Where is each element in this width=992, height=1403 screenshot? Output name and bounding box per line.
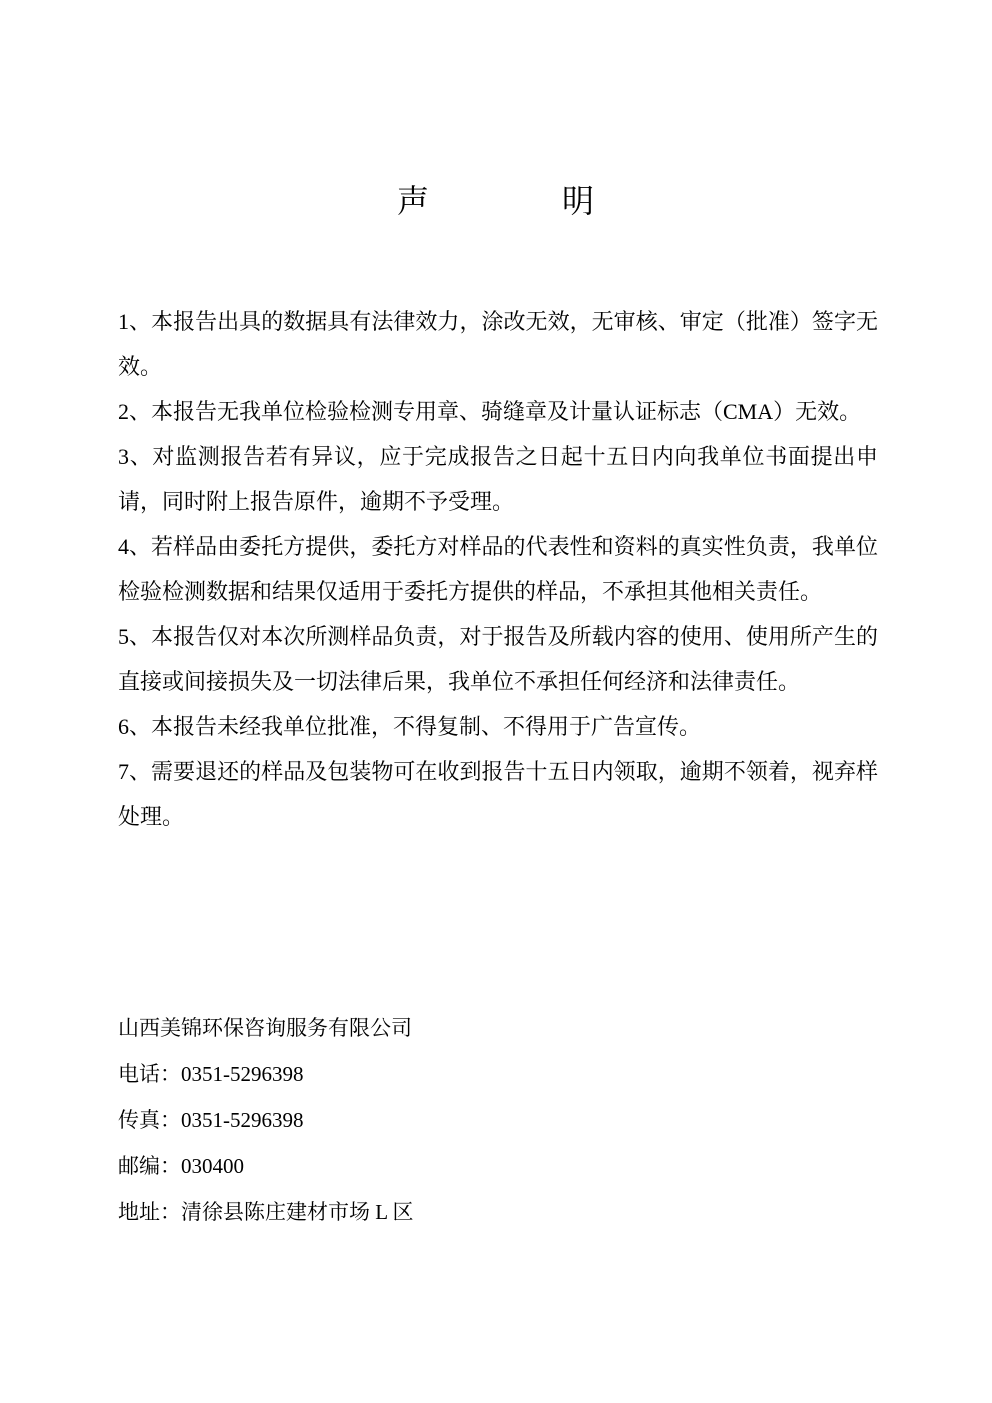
statement-item-5: 5、本报告仅对本次所测样品负责，对于报告及所载内容的使用、使用所产生的直接或间接损失及一切法律后果，我单位不承担任何经济和法律责任。 (118, 624, 878, 694)
fax-line (118, 1097, 878, 1143)
address-label: 地址： (118, 1200, 181, 1224)
statement-item-4: 4、若样品由委托方提供，委托方对样品的代表性和资料的真实性负责，我单位检验检测数据和结果仅适用于委托方提供的样品，不承担其他相关责任。 (118, 534, 878, 604)
statement-item-1: 1、本报告出具的数据具有法律效力，涂改无效，无审核、审定（批准）签字无效。 (118, 309, 878, 379)
statements-list (118, 299, 878, 839)
statement-item-2: 2、本报告无我单位检验检测专用章、骑缝章及计量认证标志（CMA）无效。 (118, 399, 862, 424)
address-line (118, 1189, 878, 1235)
statement-item-7: 7、需要退还的样品及包装物可在收到报告十五日内领取，逾期不领着，视弃样处理。 (118, 759, 878, 829)
postcode-line (118, 1143, 878, 1189)
phone-value: 0351-5296398 (181, 1062, 304, 1086)
postcode-value: 030400 (181, 1154, 244, 1178)
address-value: 清徐县陈庄建材市场 L 区 (181, 1200, 414, 1224)
contact-block (118, 1005, 878, 1235)
fax-label: 传真： (118, 1108, 181, 1132)
postcode-label: 邮编： (118, 1154, 181, 1178)
phone-line (118, 1051, 878, 1097)
fax-value: 0351-5296398 (181, 1108, 304, 1132)
statement-item-6: 6、本报告未经我单位批准，不得复制、不得用于广告宣传。 (118, 714, 702, 739)
page-title: 声 明 (396, 183, 595, 220)
phone-label: 电话： (118, 1062, 181, 1086)
company-name: 山西美锦环保咨询服务有限公司 (118, 1016, 412, 1040)
statement-item-3: 3、对监测报告若有异议，应于完成报告之日起十五日内向我单位书面提出申请，同时附上报告原件，逾期不予受理。 (118, 444, 878, 514)
